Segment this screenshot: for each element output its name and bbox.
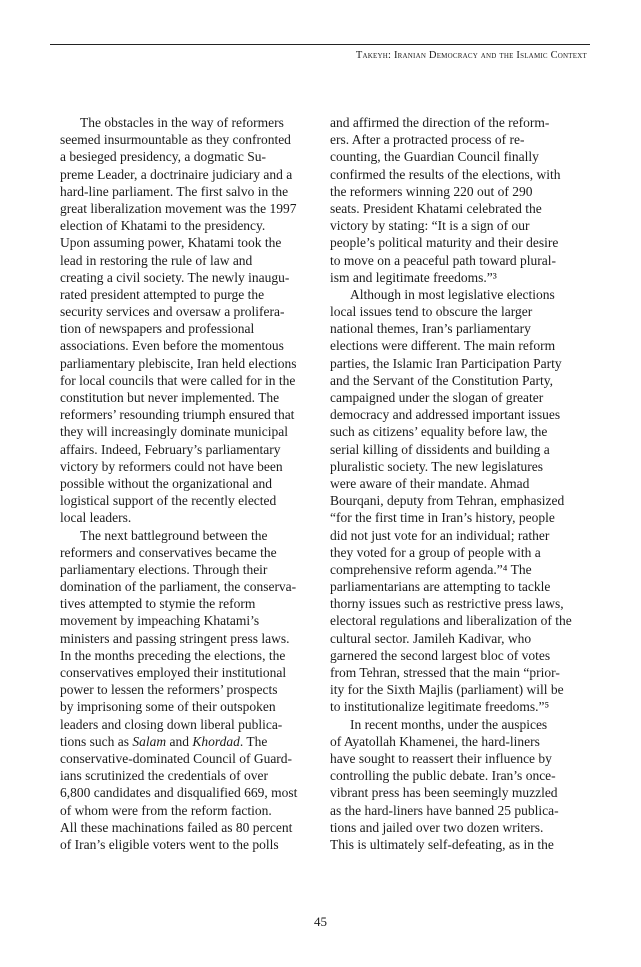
text-line: they will increasingly dominate municipal	[60, 424, 288, 440]
text-line: In the months preceding the elections, the	[60, 647, 286, 663]
text-line: seats. President Khatami celebrated the	[330, 200, 542, 216]
text-line: election of Khatami to the presidency.	[60, 218, 266, 234]
text-line: parliamentary plebiscite, Iran held elections	[60, 355, 297, 371]
text-line: rated president attempted to purge the	[60, 286, 265, 302]
text-line: reformers’ resounding triumph ensured that	[60, 407, 295, 423]
text-line: Bourqani, deputy from Tehran, emphasized	[330, 493, 565, 509]
text-line: counting, the Guardian Council finally	[330, 149, 539, 165]
left-column	[60, 114, 318, 853]
text-line: local issues tend to obscure the larger	[330, 304, 533, 320]
text-line: ians scrutinized the credentials of over	[60, 768, 269, 784]
text-line: parliamentary elections. Through their	[60, 561, 268, 577]
text-line: movement by impeaching Khatami’s	[60, 613, 260, 629]
text-line: tion of newspapers and professional	[60, 321, 255, 337]
text-line: garnered the second largest bloc of votes	[330, 647, 551, 663]
text-line: 6,800 candidates and disqualified 669, most	[60, 785, 298, 801]
text-line: All these machinations failed as 80 percent	[60, 819, 293, 835]
text-line: tions and jailed over two dozen writers.	[330, 819, 544, 835]
text-line: tions such as Salam and Khordad. The	[60, 733, 268, 749]
text-line: pluralistic society. The new legislatures	[330, 458, 543, 474]
text-line: leaders and closing down liberal publica-	[60, 716, 283, 732]
text-line: of Ayatollah Khamenei, the hard-liners	[330, 733, 540, 749]
text-line: great liberalization movement was the 1997	[60, 200, 297, 216]
text-line: The next battleground between the	[80, 527, 268, 543]
text-line: victory by stating: “It is a sign of our	[330, 218, 530, 234]
text-line: were aware of their mandate. Ahmad	[330, 475, 530, 491]
text-line: thorny issues such as restrictive press laws,	[330, 596, 564, 612]
text-line: The obstacles in the way of reformers	[80, 115, 284, 130]
text-line: parties, the Islamic Iran Participation Party	[330, 355, 562, 371]
text-line: ity for the Sixth Majlis (parliament) will be	[330, 682, 564, 698]
text-line: reformers and conservatives became the	[60, 544, 277, 560]
text-line: they voted for a group of people with a	[330, 544, 541, 560]
text-line: cultural sector. Jamileh Kadivar, who	[330, 630, 532, 646]
text-line: creating a civil society. The newly inaugu-	[60, 269, 290, 285]
running-head: Takeyh: Iranian Democracy and the Islamic Context	[355, 50, 587, 61]
text-line: preme Leader, a doctrinaire judiciary and a	[60, 166, 293, 182]
text-line: democracy and addressed important issues	[330, 407, 561, 423]
text-line: a besieged presidency, a dogmatic Su-	[60, 149, 267, 165]
text-line: associations. Even before the momentous	[60, 338, 284, 354]
text-line: electoral regulations and liberalization of the	[330, 613, 572, 629]
text-line: victory by reformers could not have been	[60, 458, 283, 474]
text-line: from Tehran, stressed that the main “prior-	[330, 665, 560, 680]
text-line: of whom were from the reform faction.	[60, 802, 272, 818]
text-line: possible without the organizational and	[60, 475, 272, 491]
text-line: the reformers winning 220 out of 290	[330, 183, 533, 199]
text-line: affairs. Indeed, February’s parliamentary	[60, 441, 281, 457]
text-line: seemed insurmountable as they confronted	[60, 132, 291, 148]
text-line: campaigned under the slogan of greater	[330, 390, 544, 405]
text-line: In recent months, under the auspices	[350, 716, 548, 732]
text-line: and the Servant of the Constitution Party,	[330, 372, 553, 388]
text-line: vibrant press has been seemingly muzzled	[330, 785, 558, 801]
text-line: controlling the public debate. Iran’s once-	[330, 768, 556, 784]
text-line: by imprisoning some of their outspoken	[60, 699, 276, 715]
text-line: lead in restoring the rule of law and	[60, 252, 253, 268]
text-line: “for the first time in Iran’s history, people	[330, 510, 555, 526]
text-line: have sought to reassert their influence by	[330, 750, 552, 766]
header-rule	[50, 44, 590, 45]
text-line: constitution but never implemented. The	[60, 390, 280, 405]
text-line: Although in most legislative elections	[350, 286, 555, 302]
text-line: ministers and passing stringent press laws.	[60, 630, 290, 646]
text-line: such as citizens’ equality before law, the	[330, 424, 548, 440]
page-number: 45	[314, 914, 327, 929]
text-line: conservative-dominated Council of Guard-	[60, 750, 293, 766]
text-line: of Iran’s eligible voters went to the polls	[60, 836, 279, 852]
right-column	[330, 114, 588, 853]
text-line: ism and legitimate freedoms.”³	[330, 269, 497, 285]
text-line: hard-line parliament. The first salvo in the	[60, 183, 289, 199]
text-line: for local councils that were called for in the	[60, 372, 296, 388]
text-line: ers. After a protracted process of re-	[330, 132, 525, 148]
text-line: This is ultimately self-defeating, as in the	[330, 836, 554, 852]
text-line: national themes, Iran’s parliamentary	[330, 321, 531, 337]
text-line: and affirmed the direction of the reform-	[330, 115, 550, 130]
text-line: confirmed the results of the elections, with	[330, 166, 561, 182]
text-line: serial killing of dissidents and building a	[330, 441, 550, 457]
text-line: people’s political maturity and their desire	[330, 235, 559, 251]
text-line: Upon assuming power, Khatami took the	[60, 235, 282, 251]
text-line: tives attempted to stymie the reform	[60, 596, 256, 612]
text-line: local leaders.	[60, 510, 132, 526]
text-line: security services and oversaw a prolifera-	[60, 304, 285, 320]
text-line: parliamentarians are attempting to tackle	[330, 579, 551, 595]
text-line: to institutionalize legitimate freedoms.”⁵	[330, 699, 550, 715]
text-line: did not just vote for an individual; rather	[330, 527, 550, 543]
text-line: domination of the parliament, the conserva-	[60, 579, 297, 595]
text-line: power to lessen the reformers’ prospects	[60, 682, 278, 698]
text-line: logistical support of the recently elected	[60, 493, 277, 509]
text-line: elections were different. The main reform	[330, 338, 556, 354]
text-line: comprehensive reform agenda.”⁴ The	[330, 561, 532, 577]
text-line: as the hard-liners have banned 25 publica-	[330, 802, 559, 818]
text-line: to move on a peaceful path toward plural-	[330, 252, 557, 268]
text-line: conservatives employed their institutional	[60, 665, 287, 680]
